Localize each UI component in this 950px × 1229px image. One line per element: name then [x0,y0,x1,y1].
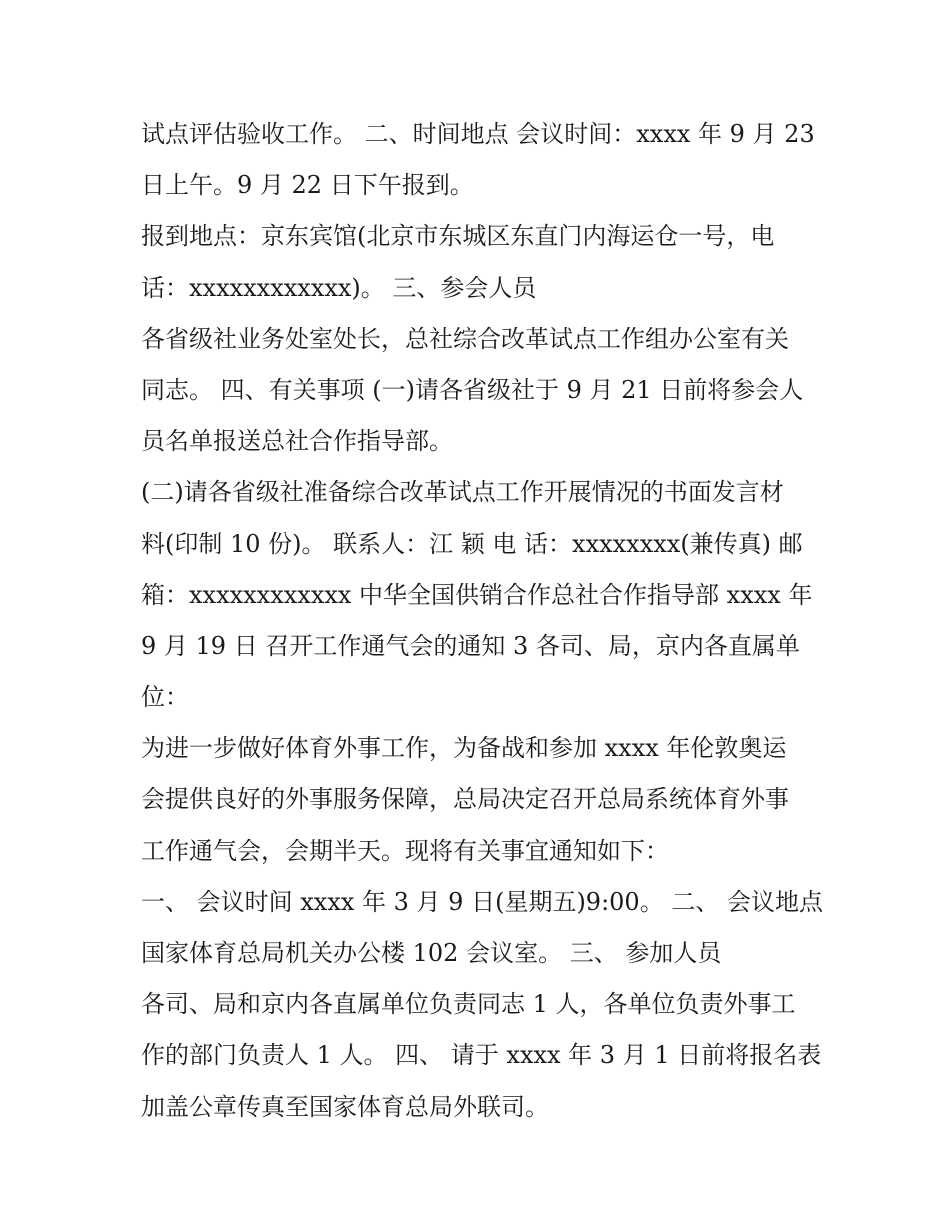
text-line: 位： [141,683,189,712]
text-line: 各司、局和京内各直属单位负责同志 1 人，各单位负责外事工 [141,990,796,1019]
text-line: 日上午。9 月 22 日下午报到。 [141,171,474,200]
text-line: 国家体育总局机关办公楼 102 会议室。 三、 参加人员 [141,939,722,967]
text-line: 为进一步做好体育外事工作，为备战和参加 xxxx 年伦敦奥运 [141,734,787,763]
text-line: 料(印制 10 份)。 联系人：江 颖 电 话：xxxxxxxx(兼传真) 邮 [141,529,803,558]
text-line: 话：xxxxxxxxxxxx)。 三、参会人员 [141,273,537,302]
text-line: 工作通气会，会期半天。现将有关事宜通知如下： [141,836,669,865]
text-line: 报到地点：京东宾馆(北京市东城区东直门内海运仓一号，电 [141,222,775,251]
document-body [141,109,831,1133]
text-line: 员名单报送总社合作指导部。 [141,427,453,456]
text-line: 会提供良好的外事服务保障，总局决定召开总局系统体育外事 [141,785,789,814]
text-line: 各省级社业务处室处长，总社综合改革试点工作组办公室有关 [141,324,789,353]
text-line: (二)请各省级社准备综合改革试点工作开展情况的书面发言材 [141,478,784,507]
text-line: 作的部门负责人 1 人。 四、 请于 xxxx 年 3 月 1 日前将报名表 [141,1041,822,1070]
text-line: 9 月 19 日 召开工作通气会的通知 3 各司、局，京内各直属单 [141,631,800,660]
text-line: 一、 会议时间 xxxx 年 3 月 9 日(星期五)9:00。 二、 会议地点 [141,887,823,916]
text-line: 箱：xxxxxxxxxxxx 中华全国供销合作总社合作指导部 xxxx 年 [141,580,813,609]
text-line: 加盖公章传真至国家体育总局外联司。 [141,1092,549,1121]
text-line: 同志。 四、有关事项 (一)请各省级社于 9 月 21 日前将参会人 [141,375,804,404]
text-line: 试点评估验收工作。 二、时间地点 会议时间：xxxx 年 9 月 23 [141,120,815,148]
